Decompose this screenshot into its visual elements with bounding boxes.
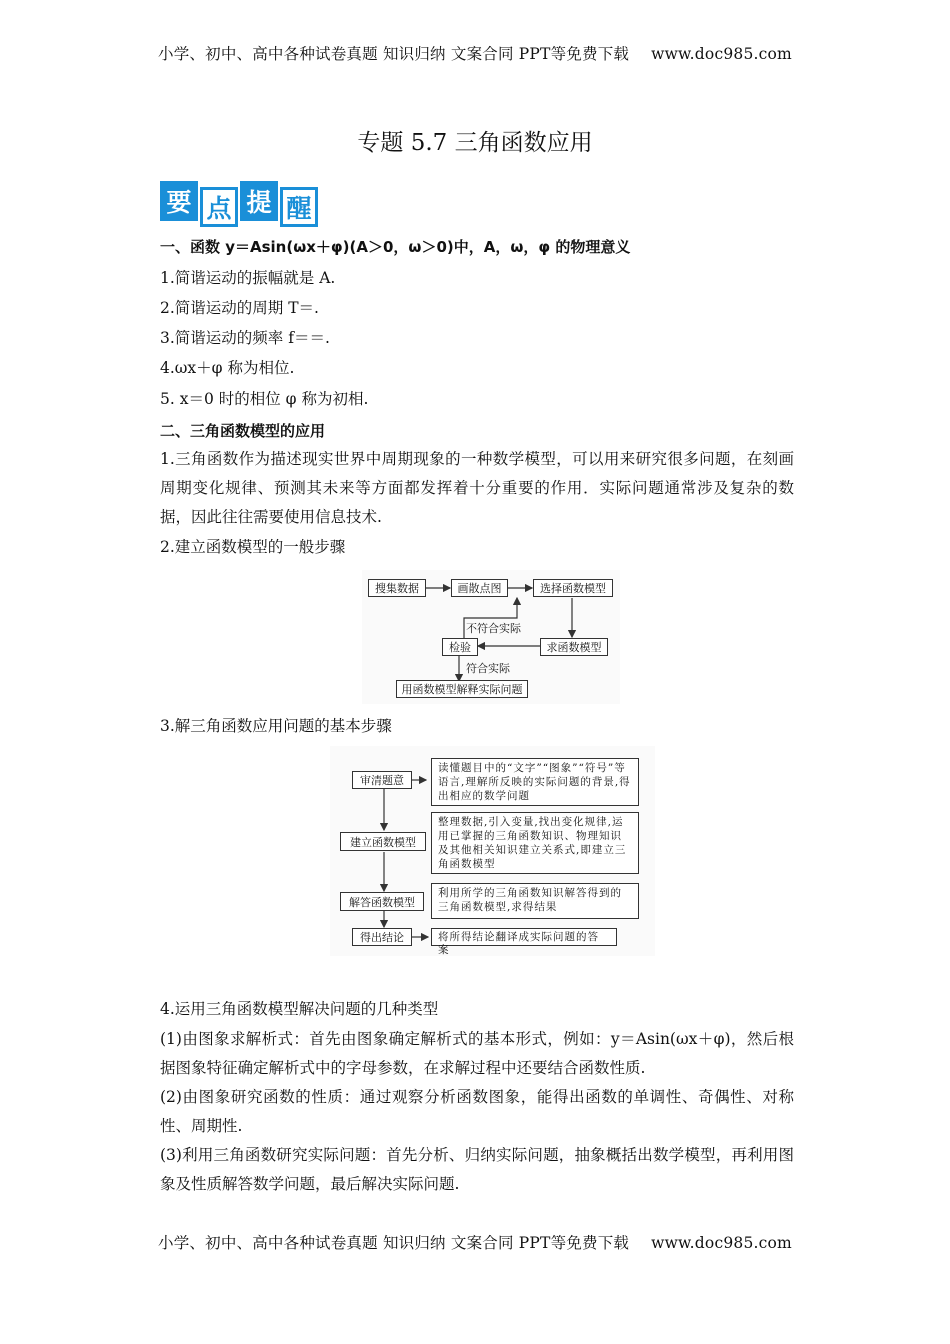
flow-solve-model: 求函数模型 <box>540 638 608 656</box>
section1-item: 5. x＝0 时的相位 φ 称为初相. <box>160 390 369 408</box>
type-3-paragraph: (3)利用三角函数研究实际问题：首先分析、归纳实际问题，抽象概括出数学模型，再利用图象及性质解答数学问题，最后解决实际问题. <box>160 1146 794 1193</box>
step-conclusion: 得出结论 <box>352 928 412 946</box>
type-1-paragraph: (1)由图象求解析式：首先由图象确定解析式的基本形式，例如：y＝Asin(ωx＋φ)，然后根据图象特征确定解析式中的字母参数，在求解过程中还要结合函数性质. <box>160 1030 794 1077</box>
footer-site-link[interactable]: www.doc985.com <box>651 1234 792 1252</box>
badge-char-3: 提 <box>240 181 278 221</box>
modeling-flowchart <box>362 570 620 704</box>
badge-char-1: 要 <box>160 181 198 221</box>
type-2-paragraph: (2)由图象研究函数的性质：通过观察分析函数图象，能得出函数的单调性、奇偶性、对称性、周期性. <box>160 1088 794 1135</box>
step-build-model-desc: 整理数据,引入变量,找出变化规律,运用已掌握的三角函数知识、物理知识及其他相关知识建立关系式,即建立三角函数模型 <box>431 812 639 874</box>
step-conclusion-desc: 将所得结论翻译成实际问题的答案 <box>431 928 617 946</box>
section2-step-title: 3.解三角函数应用问题的基本步骤 <box>160 717 392 735</box>
page-header <box>0 42 950 64</box>
header-text: 小学、初中、高中各种试卷真题 知识归纳 文案合同 PPT等免费下载 <box>158 45 630 63</box>
flow-check: 检验 <box>442 638 478 656</box>
key-points-badge <box>160 181 318 227</box>
page-title: 专题 5.7 三角函数应用 <box>357 130 593 156</box>
section1-item: 3.简谐运动的频率 f＝＝. <box>160 329 330 347</box>
step-understand-desc: 读懂题目中的“文字”“图象”“符号”等语言,理解所反映的实际问题的背景,得出相应的数学问题 <box>431 758 639 806</box>
flow-not-fit-label: 不符合实际 <box>466 622 521 635</box>
flow-scatter-plot: 画散点图 <box>451 579 508 597</box>
step-solve-model: 解答函数模型 <box>340 892 424 911</box>
page-footer <box>0 1231 950 1253</box>
badge-char-2: 点 <box>200 187 238 227</box>
section1-item: 1.简谐运动的振幅就是 A. <box>160 269 336 287</box>
flow-use-model: 用函数模型解释实际问题 <box>396 680 528 698</box>
section1-heading: 一、函数 y＝Asin(ωx＋φ)(A＞0，ω＞0)中，A，ω，φ 的物理意义 <box>160 238 631 256</box>
badge-char-4: 醒 <box>280 187 318 227</box>
header-site-link[interactable]: www.doc985.com <box>651 45 792 63</box>
section1-item: 2.简谐运动的周期 T＝. <box>160 299 319 317</box>
flow-collect-data: 搜集数据 <box>368 579 426 597</box>
flow-choose-model: 选择函数模型 <box>533 579 613 597</box>
step-build-model: 建立函数模型 <box>340 832 426 851</box>
section2-types-title: 4.运用三角函数模型解决问题的几种类型 <box>160 1000 439 1018</box>
section2-step-title: 2.建立函数模型的一般步骤 <box>160 538 346 556</box>
step-understand: 审清题意 <box>352 771 412 789</box>
footer-text: 小学、初中、高中各种试卷真题 知识归纳 文案合同 PPT等免费下载 <box>158 1234 630 1252</box>
section2-heading: 二、三角函数模型的应用 <box>160 422 326 440</box>
section2-paragraph-1: 1.三角函数作为描述现实世界中周期现象的一种数学模型，可以用来研究很多问题，在刻画周期变化规律、预测其未来等方面都发挥着十分重要的作用．实际问题通常涉及复杂的数据，因此往往需要使用信息技术. <box>160 450 794 526</box>
section1-item: 4.ωx＋φ 称为相位. <box>160 359 295 377</box>
flow-fit-label: 符合实际 <box>466 662 510 675</box>
solving-steps-chart <box>330 746 655 956</box>
step-solve-model-desc: 利用所学的三角函数知识解答得到的三角函数模型,求得结果 <box>431 883 639 919</box>
